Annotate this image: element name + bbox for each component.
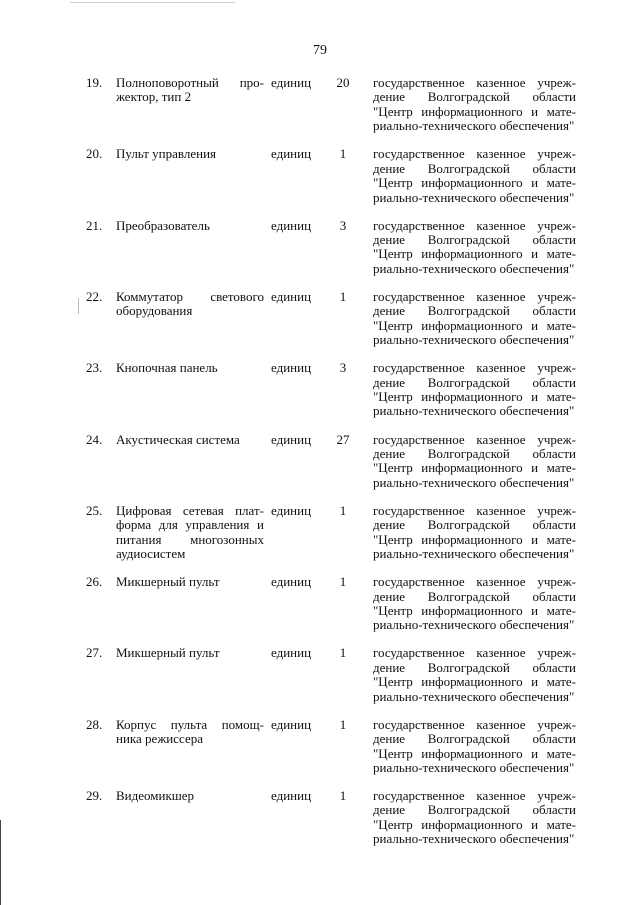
organization-line: риально-технического обеспечения" [373,332,575,348]
table-row [0,76,640,146]
unit-of-measure: единиц [271,502,312,518]
responsible-organization [373,219,576,277]
item-name: Полноповоротный про-жектор, тип 2 [116,75,264,105]
unit-of-measure: единиц [271,217,312,233]
table-row [0,718,640,788]
item-name: Видеомикшер [116,788,195,803]
item-name: Микшерный пульт [116,574,220,590]
responsible-organization [373,504,576,562]
organization-line: риально-технического обеспечения" [373,118,575,134]
responsible-organization [373,76,576,134]
quantity: 1 [339,502,347,518]
row-number: 24. [86,431,103,447]
quantity: 3 [339,217,347,233]
organization-line: дение Волгоградской области [373,731,576,747]
table-row [0,361,640,431]
organization-line: дение Волгоградской области [373,517,576,533]
organization-line: государственное казенное учреж- [373,146,576,162]
table-row [0,504,640,574]
table-row [0,147,640,217]
organization-line: "Центр информационного и мате- [373,531,576,547]
organization-line: государственное казенное учреж- [373,360,576,376]
organization-line: "Центр информационного и мате- [373,674,576,690]
item-name: Цифровая сетевая плат-форма для управления и питания многозонных аудиосистем [116,502,264,562]
item-name: Акустическая система [116,431,240,447]
organization-line: дение Волгоградской области [373,445,576,461]
item-name: Пульт управления [116,146,217,162]
organization-line: "Центр информационного и мате- [373,317,576,333]
responsible-organization [373,718,576,776]
organization-line: "Центр информационного и мате- [373,816,576,832]
responsible-organization [373,433,576,491]
row-number: 19. [86,75,103,90]
quantity: 1 [339,716,347,732]
organization-line: риально-технического обеспечения" [373,403,575,419]
unit-of-measure: единиц [271,360,312,376]
unit-of-measure: единиц [271,75,312,90]
row-number: 29. [86,788,103,803]
organization-line: дение Волгоградской области [373,89,576,105]
organization-line: риально-технического обеспечения" [373,260,575,276]
organization-line: государственное казенное учреж- [373,502,576,518]
organization-line: государственное казенное учреж- [373,574,576,590]
organization-line: "Центр информационного и мате- [373,103,576,119]
row-number: 20. [86,146,103,162]
row-number: 23. [86,360,103,376]
table-row [0,646,640,716]
quantity: 1 [339,146,347,162]
organization-line: риально-технического обеспечения" [373,617,575,633]
organization-line: дение Волгоградской области [373,802,576,818]
unit-of-measure: единиц [271,645,312,661]
organization-line: "Центр информационного и мате- [373,246,576,262]
organization-line: риально-технического обеспечения" [373,759,575,775]
scan-artifact-line [70,2,235,3]
organization-line: государственное казенное учреж- [373,217,576,233]
quantity: 1 [339,288,347,304]
organization-line: риально-технического обеспечения" [373,831,575,847]
table-row [0,433,640,503]
organization-line: "Центр информационного и мате- [373,460,576,476]
table-row [0,290,640,360]
item-name: Преобразователь [116,217,210,233]
organization-line: риально-технического обеспечения" [373,474,575,490]
row-number: 22. [86,288,103,304]
responsible-organization [373,646,576,704]
unit-of-measure: единиц [271,431,312,447]
row-number: 27. [86,645,103,661]
quantity: 3 [339,360,347,376]
page-number: 79 [313,43,327,58]
unit-of-measure: единиц [271,288,312,304]
organization-line: государственное казенное учреж- [373,75,576,90]
table-row [0,575,640,645]
row-number: 21. [86,217,103,233]
row-number: 25. [86,502,103,518]
organization-line: государственное казенное учреж- [373,645,576,661]
row-number: 28. [86,716,103,732]
quantity: 1 [339,645,347,661]
quantity: 1 [339,788,347,803]
organization-line: государственное казенное учреж- [373,788,576,803]
row-number: 26. [86,574,103,590]
unit-of-measure: единиц [271,574,312,590]
responsible-organization [373,147,576,205]
organization-line: риально-технического обеспечения" [373,688,575,704]
table-row [0,789,640,859]
unit-of-measure: единиц [271,146,312,162]
unit-of-measure: единиц [271,716,312,732]
item-name: Корпус пульта помощ-ника режиссера [116,716,264,747]
responsible-organization [373,361,576,419]
quantity: 20 [336,75,350,90]
organization-line: государственное казенное учреж- [373,288,576,304]
organization-line: "Центр информационного и мате- [373,602,576,618]
quantity: 27 [336,431,350,447]
organization-line: государственное казенное учреж- [373,716,576,732]
organization-line: государственное казенное учреж- [373,431,576,447]
organization-line: дение Волгоградской области [373,232,576,247]
responsible-organization [373,290,576,348]
organization-line: "Центр информационного и мате- [373,745,576,761]
responsible-organization [373,789,576,847]
responsible-organization [373,575,576,633]
organization-line: "Центр информационного и мате- [373,389,576,404]
organization-line: "Центр информационного и мате- [373,175,576,191]
organization-line: дение Волгоградской области [373,659,576,675]
organization-line: дение Волгоградской области [373,374,576,390]
unit-of-measure: единиц [271,788,312,803]
organization-line: риально-технического обеспечения" [373,189,575,205]
organization-line: риально-технического обеспечения" [373,546,575,562]
quantity: 1 [339,574,347,590]
item-name: Коммутатор светового оборудования [116,288,264,319]
item-name: Кнопочная панель [116,360,218,376]
organization-line: дение Волгоградской области [373,588,576,604]
table-row [0,219,640,289]
organization-line: дение Волгоградской области [373,160,576,176]
item-name: Микшерный пульт [116,645,220,661]
organization-line: дение Волгоградской области [373,303,576,319]
